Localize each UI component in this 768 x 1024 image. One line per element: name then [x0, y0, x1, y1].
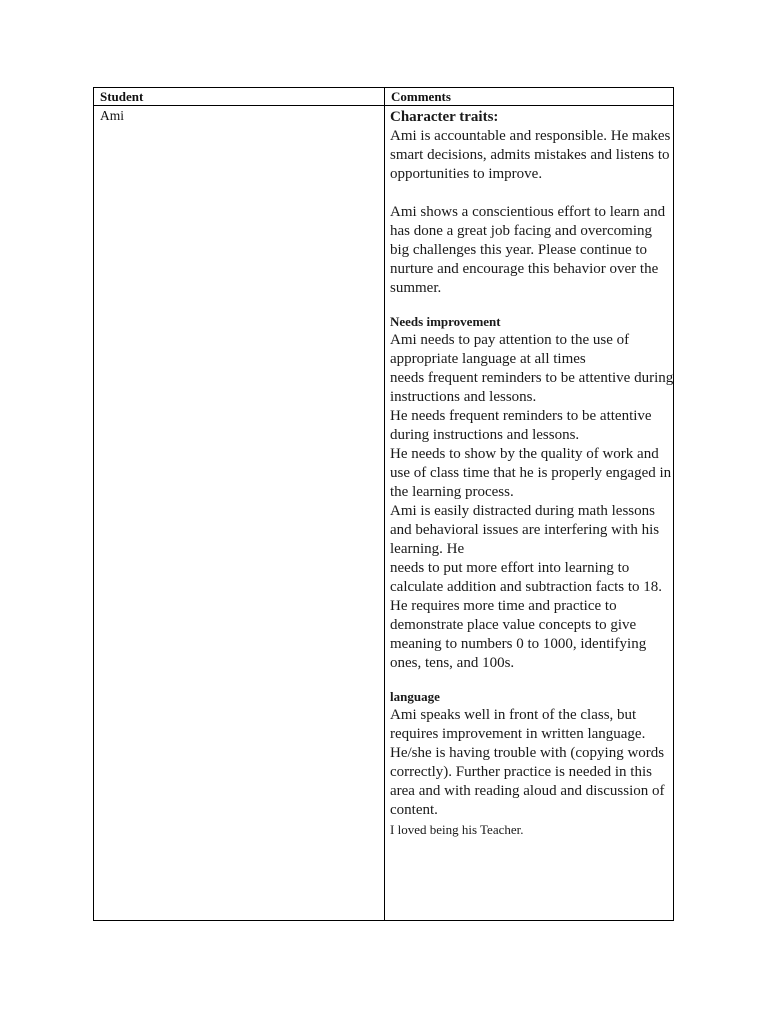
header-student: Student: [100, 89, 144, 104]
student-comments-table: [93, 87, 674, 921]
language-line: He/she is having trouble with (copying words correctly). Further practice is needed in this area and with reading aloud and discussion of content.: [390, 745, 665, 818]
improvement-line: He needs frequent reminders to be attentive during instructions and lessons.: [390, 408, 652, 443]
character-traits-paragraph-2: Ami shows a conscientious effort to learn and has done a great job facing and overcoming big challenges this year. Please continue to nurture and encourage this behavior over the summer.: [390, 204, 666, 296]
closing-remark: I loved being his Teacher.: [390, 822, 524, 837]
student-name-cell: Ami: [100, 108, 125, 123]
language-line: Ami speaks well in front of the class, but requires improvement in written language.: [390, 707, 646, 742]
character-traits-paragraph-1: Ami is accountable and responsible. He makes smart decisions, admits mistakes and listens to opportunities to improve.: [390, 128, 671, 182]
language-heading: language: [390, 689, 440, 704]
column-divider: [384, 88, 385, 920]
improvement-line: Ami needs to pay attention to the use of appropriate language at all times: [390, 332, 630, 367]
improvement-line: needs frequent reminders to be attentive during instructions and lessons.: [390, 370, 674, 405]
improvement-line: Ami is easily distracted during math lessons and behavioral issues are interfering with his learning. He: [390, 503, 660, 557]
improvement-line: He needs to show by the quality of work and use of class time that he is properly engaged in the learning process.: [390, 446, 672, 500]
character-traits-heading: Character traits:: [390, 109, 499, 125]
needs-improvement-heading: Needs improvement: [390, 314, 501, 329]
header-comments: Comments: [391, 89, 451, 104]
improvement-line: needs to put more effort into learning to calculate addition and subtraction facts to 18.: [390, 560, 662, 595]
improvement-line: He requires more time and practice to demonstrate place value concepts to give meaning to numbers 0 to 1000, identifying ones, tens, and 100s.: [390, 598, 647, 671]
comments-cell: [390, 108, 674, 839]
